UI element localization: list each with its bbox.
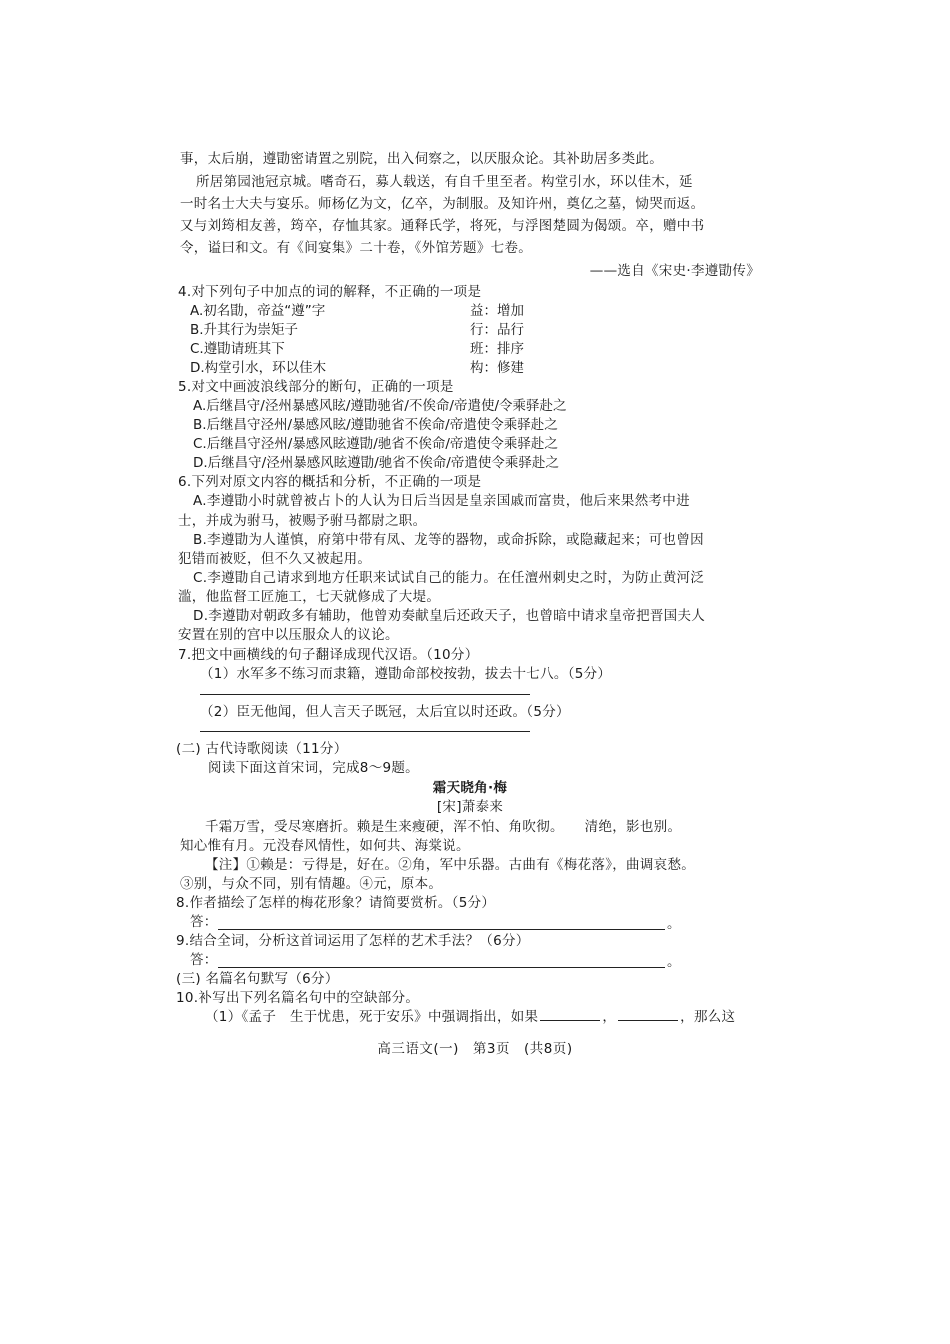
q6-option-c-line2: 滥，他监督工匠施工，七天就修成了大堤。 [178, 589, 441, 605]
q10-item-1 [205, 1008, 765, 1027]
q6-option-b-line2: 犯错而被贬，但不久又被起用。 [178, 551, 372, 567]
q5-option-c: C.后继昌守泾州/暴感风眩遵勖/驰省不俟命/帝遣使令乘驿赴之 [193, 436, 558, 452]
q6-option-d-line2: 安置在别的宫中以压服众人的议论。 [178, 627, 399, 643]
fill-in-blank[interactable] [540, 1008, 600, 1021]
question-5-stem: 5.对文中画波浪线部分的断句，正确的一项是 [178, 379, 454, 395]
passage-line: 一时名士大夫与宴乐。师杨亿为文，亿卒，为制服。及知许州，奠亿之墓，恸哭而返。 [180, 196, 705, 212]
q4-option-c: C.遵勖请班其下 [190, 341, 285, 357]
section-3-heading: (三) 名篇名句默写（6分） [176, 971, 339, 987]
poem-line: 千霜万雪，受尽寒磨折。赖是生来瘦硬，浑不怕、角吹彻。 清绝，影也别。 [205, 819, 682, 835]
q8-answer-label: 答： [190, 914, 218, 930]
section-2-intro: 阅读下面这首宋词，完成8～9题。 [208, 760, 419, 776]
q5-option-a: A.后继昌守/泾州暴感风眩/遵勖驰省/不俟命/帝遣使/令乘驿赴之 [193, 398, 567, 414]
question-8: 8.作者描绘了怎样的梅花形象？请简要赏析。（5分） [176, 895, 496, 911]
q4-gloss-a: 益：增加 [470, 303, 524, 319]
answer-line[interactable] [200, 731, 530, 732]
q7-sentence-2: （2）臣无他闻，但人言天子既冠，太后宜以时还政。（5分） [200, 704, 570, 720]
question-7-stem: 7.把文中画横线的句子翻译成现代汉语。（10分） [178, 647, 479, 663]
passage-source: ——选自《宋史·李遵勖传》 [589, 263, 760, 279]
q6-option-c-line1: C.李遵勖自己请求到地方任职来试试自己的能力。在任澶州刺史之时，为防止黄河泛 [193, 570, 705, 586]
q7-sentence-1: （1）水军多不练习而隶籍，遵勖命部校按勃，拔去十七八。（5分） [200, 666, 612, 682]
poem-line: 知心惟有月。元没春风情性，如何共、海棠说。 [180, 838, 470, 854]
answer-line[interactable] [200, 694, 530, 695]
question-10: 10.补写出下列名篇名句中的空缺部分。 [176, 990, 420, 1006]
q4-option-a: A.初名勖，帝益“遵”字 [190, 303, 326, 319]
q9-end-mark: 。 [667, 954, 681, 970]
passage-line: 令，谥曰和文。有《间宴集》二十卷，《外馆芳题》七卷。 [180, 240, 533, 256]
q6-option-d-line1: D.李遵勖对朝政多有辅助，他曾劝奏献皇后还政天子，也曾暗中请求皇帝把晋国夫人 [193, 608, 706, 624]
question-9: 9.结合全词，分析这首词运用了怎样的艺术手法？（6分） [176, 933, 530, 949]
poet-name: [宋]萧泰来 [436, 799, 504, 815]
q4-gloss-d: 构：修建 [470, 360, 524, 376]
q6-option-b-line1: B.李遵勖为人谨慎，府第中带有凤、龙等的器物，或命拆除，或隐藏起来；可也曾因 [193, 532, 704, 548]
poem-title: 霜天晓角·梅 [432, 780, 508, 796]
question-6-stem: 6.下列对原文内容的概括和分析，不正确的一项是 [178, 474, 482, 490]
q8-end-mark: 。 [667, 916, 681, 932]
passage-line: 事，太后崩，遵勖密请置之别院，出入伺察之，以厌服众论。其补助居多类此。 [180, 151, 663, 167]
q9-answer-line[interactable] [218, 967, 665, 968]
q4-gloss-c: 班：排序 [470, 341, 524, 357]
q10-item-1-tail: ，那么这 [680, 1009, 736, 1025]
q4-option-d: D.构堂引水，环以佳木 [190, 360, 327, 376]
q6-option-a-line1: A.李遵勖小时就曾被占卜的人认为日后当因是皇亲国戚而富贵，他后来果然考中进 [193, 493, 690, 509]
q5-option-b: B.后继昌守泾州/暴感风眩/遵勖驰省不俟命/帝遣使令乘驿赴之 [193, 417, 558, 433]
passage-line: 又与刘筠相友善，筠卒，存恤其家。通释氏学，将死，与浮图楚圆为偈颂。卒，赠中书 [180, 218, 705, 234]
section-2-heading: (二) 古代诗歌阅读（11分） [176, 741, 348, 757]
q10-item-1-text: （1）《孟子 生于忧患，死于安乐》中强调指出，如果 [205, 1009, 539, 1025]
poem-note: ③别，与众不同，别有情趣。④元，原本。 [180, 876, 443, 892]
fill-in-blank[interactable] [618, 1008, 678, 1021]
q5-option-d: D.后继昌守/泾州暴感风眩遵勖/驰省不俟命/帝遣使令乘驿赴之 [193, 455, 559, 471]
q4-gloss-b: 行：品行 [470, 322, 524, 338]
passage-line: 所居第园池冠京城。嗜奇石，募人载送，有自千里至者。构堂引水，环以佳木，延 [196, 174, 693, 190]
q8-answer-line[interactable] [218, 929, 665, 930]
q10-separator: ， [602, 1009, 617, 1025]
poem-note: 【注】①赖是：亏得是，好在。②角，军中乐器。古曲有《梅花落》，曲调哀愁。 [205, 857, 696, 873]
q4-option-b: B.升其行为崇矩子 [190, 322, 299, 338]
q9-answer-label: 答： [190, 952, 218, 968]
question-4-stem: 4.对下列句子中加点的词的解释，不正确的一项是 [178, 284, 482, 300]
page-footer: 高三语文(一) 第3页 (共8页) [377, 1041, 573, 1057]
q6-option-a-line2: 士，并成为驸马，被赐予驸马都尉之职。 [178, 513, 427, 529]
